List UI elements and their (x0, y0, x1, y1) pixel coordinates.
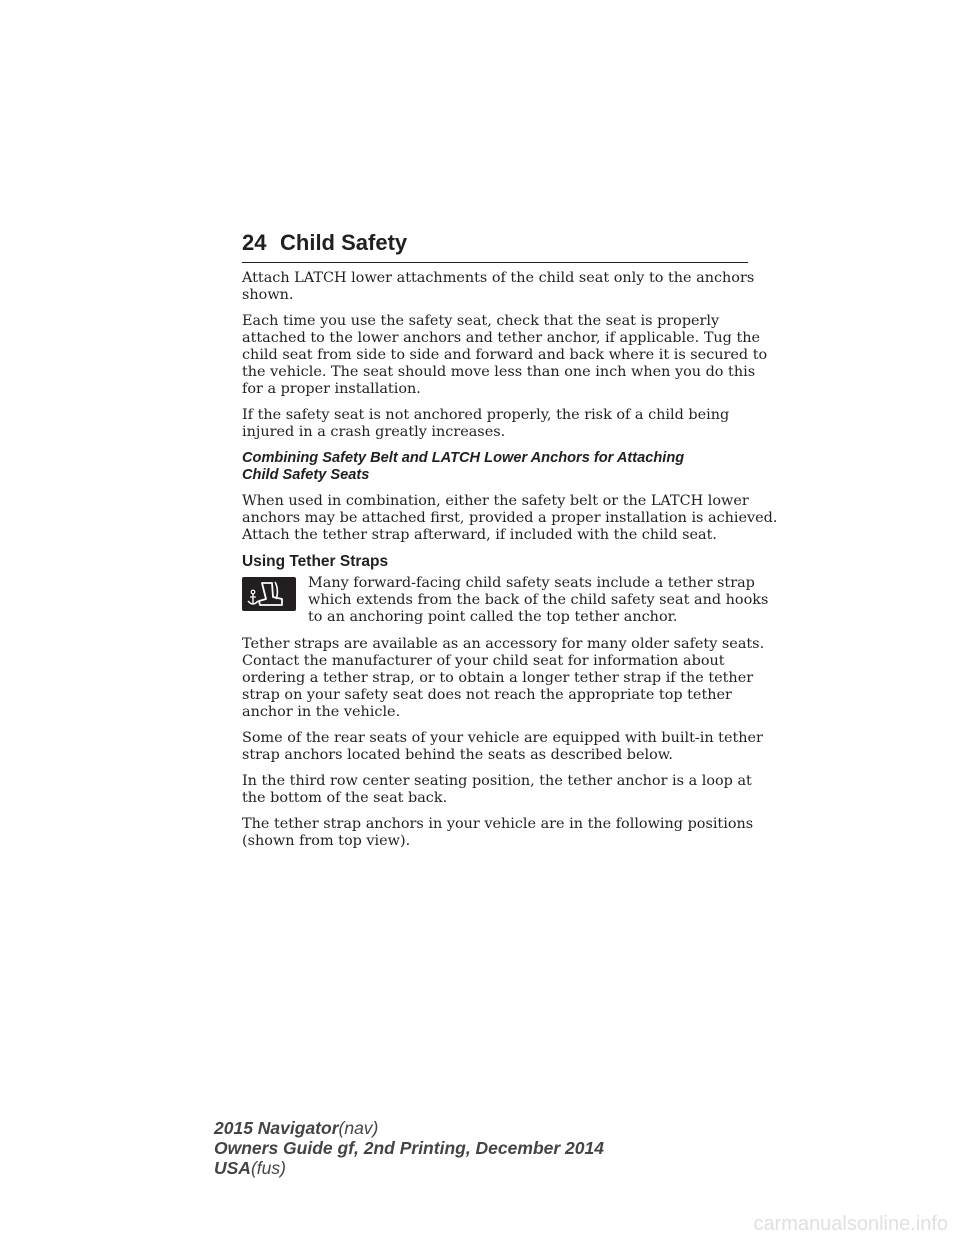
subheading-combining-belt-latch: Combining Safety Belt and LATCH Lower Anchors for Attaching Child Safety Seats (242, 450, 685, 483)
page-number: 24 (242, 230, 267, 255)
child-seat-tether-anchor-icon (242, 577, 296, 611)
paragraph-latch-attachments: Attach LATCH lower attachments of the child seat only to the anchors shown. (242, 270, 755, 303)
section-title: Child Safety (280, 230, 408, 255)
paragraph-tether-accessory: Tether straps are available as an accessory for many older safety seats. Contact the manufacturer of your child seat for information about ordering a tether strap, or to obtain a longer tether strap if the tether strap on your safety seat does not reach the appropriate top tether anchor in the vehicle. (242, 636, 765, 720)
paragraph-combination: When used in combination, either the safety belt or the LATCH lower anchors may be attached first, provided a proper installation is achieved. Attach the tether strap afterward, if included with the child seat. (242, 493, 778, 543)
paragraph-anchor-positions: The tether strap anchors in your vehicle are in the following positions (shown from top view). (242, 816, 754, 849)
page-footer: 2015 Navigator(nav) Owners Guide gf, 2nd Printing, December 2014 USA(fus) (214, 1118, 604, 1178)
paragraph-third-row: In the third row center seating position, the tether anchor is a loop at the bottom of the seat back. (242, 773, 752, 806)
paragraph-check-installation: Each time you use the safety seat, check that the seat is properly attached to the lower anchors and tether anchor, if applicable. Tug the child seat from side to side and forward and back where it is secured to the vehicle. The seat should move less than one inch when you do this for a proper installation. (242, 313, 768, 397)
page-body (242, 270, 778, 859)
paragraph-built-in-anchors: Some of the rear seats of your vehicle are equipped with built-in tether strap anchors located behind the seats as described below. (242, 730, 763, 763)
paragraph-tether-intro: Many forward-facing child safety seats include a tether strap which extends from the back of the child safety seat and hooks to an anchoring point called the top tether anchor. (242, 575, 752, 627)
paragraph-risk-warning: If the safety seat is not anchored properly, the risk of a child being injured in a crash greatly increases. (242, 407, 730, 440)
watermark: carmanualsonline.info (753, 1213, 948, 1235)
page-header (242, 228, 748, 263)
subheading-using-tether-straps: Using Tether Straps (242, 553, 389, 570)
